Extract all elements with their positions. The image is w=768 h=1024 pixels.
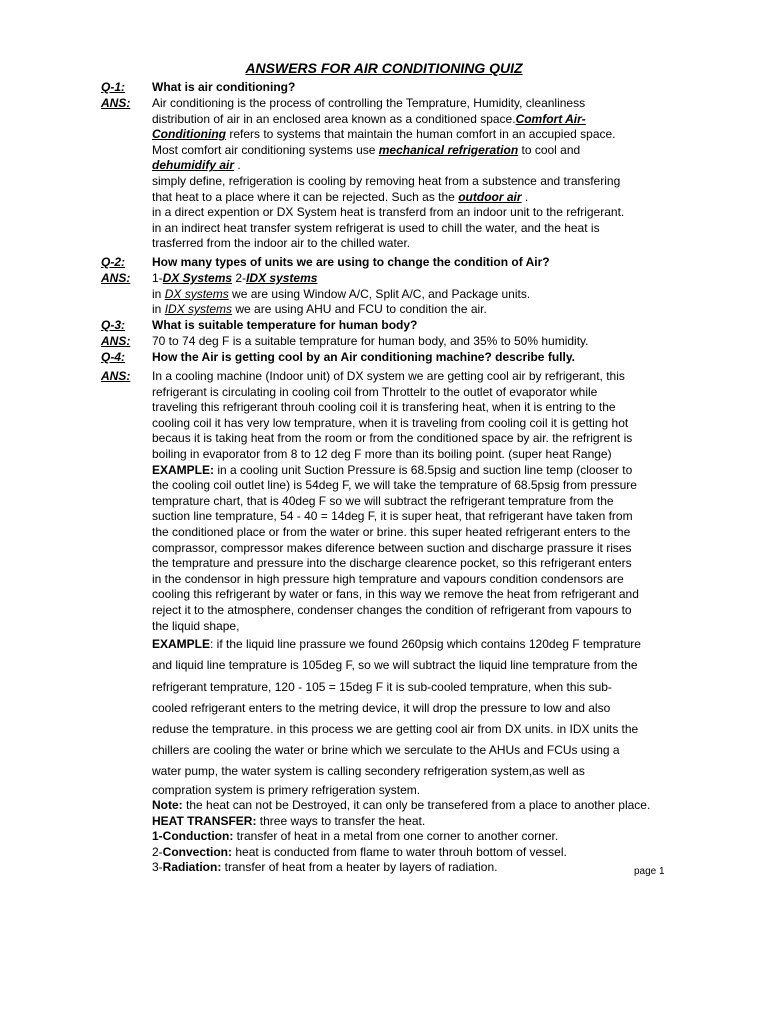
- example-label: EXAMPLE:: [152, 462, 215, 477]
- q4-line: boiling in evaporator from 8 to 12 deg F more than its boiling point. (super heat Range): [152, 446, 612, 461]
- q2-text: in: [152, 302, 165, 317]
- q4-line: the conditioned place or from the water or brine. this super heated refrigerant enters to the: [152, 524, 631, 539]
- q4-text: : if the liquid line prassure we found 260psig which contains 120deg F temprature: [210, 637, 641, 652]
- q4-line: [152, 798, 672, 814]
- q1-answer: [152, 96, 672, 252]
- q4-line: in the condensor in high pressure high temprature and vapours condition condensors are: [152, 571, 624, 586]
- q4-line: cooling coil it has very low temprature, when it is traveling from cooling coil it is getting hot: [152, 415, 629, 430]
- q4-line: water pump, the water system is calling secondery refrigeration system,as well as: [152, 764, 585, 779]
- q1-text: .: [521, 189, 529, 204]
- q4-label: Q-4:: [101, 350, 125, 364]
- q1-line: Air conditioning is the process of controlling the Temprature, Humidity, cleanliness: [152, 96, 586, 110]
- q1-text: to cool and: [518, 142, 581, 157]
- q4-text: three ways to transfer the heat.: [256, 813, 426, 828]
- q2-text: 1-: [152, 271, 163, 285]
- page-number: page 1: [634, 866, 665, 877]
- q1-text: distribution of air in an enclosed area known as a conditioned space.: [152, 111, 516, 126]
- term-idx-systems: IDX systems: [164, 302, 233, 317]
- q4-line: [152, 814, 672, 830]
- term-dx-systems: DX Systems: [162, 271, 233, 285]
- term-dehumidify-air: dehumidify air: [152, 158, 235, 173]
- q1-text: that heat to a place where it can be rejected. Such as the: [152, 189, 459, 204]
- q2-answer: [152, 271, 672, 318]
- q2-line: [152, 271, 672, 287]
- q4-line: [152, 634, 672, 655]
- example-label: EXAMPLE: [152, 637, 211, 652]
- term-comfort-air: Comfort Air-: [515, 111, 586, 126]
- q4-line: refrigerant temprature, 120 - 105 = 15deg F it is sub-cooled temprature, when this sub-: [152, 679, 612, 694]
- q1-ans-label: ANS:: [101, 96, 131, 110]
- q2-line: [152, 287, 672, 303]
- note-label: Note:: [152, 798, 183, 813]
- q1-text: refers to systems that maintain the human comfort in an accupied space.: [225, 127, 616, 142]
- q4-text: in a cooling unit Suction Pressure is 68.5psig and suction line temp (clooser to: [214, 462, 633, 477]
- q4-line: and liquid line temprature is 105deg F, so we will subtract the liquid line temprature from the: [152, 658, 638, 673]
- q1-text: .: [234, 158, 241, 173]
- document-title: ANSWERS FOR AIR CONDITIONING QUIZ: [245, 60, 523, 76]
- q4-line: cooled refrigerant enters to the metring device, it will drop the pressure to low and also: [152, 700, 611, 715]
- q4-line: [152, 829, 672, 845]
- q3-label: Q-3:: [101, 318, 125, 332]
- q1-line: in a direct expention or DX System heat is transferd from an indoor unit to the refrigerant.: [152, 205, 625, 220]
- q1-line: [152, 190, 672, 206]
- q4-text: transfer of heat in a metal from one corner to another corner.: [233, 829, 559, 844]
- q4-question: How the Air is getting cool by an Air conditioning machine? describe fully.: [152, 350, 575, 364]
- q2-ans-label: ANS:: [101, 271, 131, 285]
- term-mechanical-refrigeration: mechanical refrigeration: [378, 142, 519, 157]
- q4-line: reject it to the atmosphere, condenser changes the condition of refrigerant from vapours to: [152, 602, 632, 617]
- q1-line: simply define, refrigeration is cooling by removing heat from a substence and transfering: [152, 173, 621, 188]
- q2-text: we are using AHU and FCU to condition the air.: [232, 302, 487, 317]
- q4-line: becaus it is taking heat from the room or from the conditioned space by air. the refrigrent is: [152, 431, 633, 446]
- q2-text: 2-: [232, 271, 247, 285]
- q4-line: traveling this refrigerant throuh cooling coil it is transfering heat, when it is entring to the: [152, 400, 616, 415]
- q4-line: [152, 845, 672, 861]
- q4-line: [152, 463, 672, 479]
- q1-question: What is air conditioning?: [152, 80, 296, 94]
- q4-ans-label: ANS:: [101, 369, 131, 383]
- q1-label: Q-1:: [101, 80, 125, 94]
- q4-text: 3-: [152, 860, 163, 875]
- q4-text: transfer of heat from a heater by layers of radiation.: [221, 860, 498, 875]
- q1-line: in an indirect heat transfer system refrigerat is used to chill the water, and the heat is: [152, 220, 600, 235]
- q4-line: suction line temprature, 54 - 40 = 14deg F, it is super heat, that refrigerant have taken from: [152, 509, 633, 524]
- convection-label: Convection:: [162, 844, 233, 859]
- q4-text: heat is conducted from flame to water throuh bottom of vessel.: [232, 844, 567, 859]
- term-dx-systems: DX systems: [164, 286, 229, 301]
- term-idx-systems: IDX systems: [246, 271, 318, 285]
- q4-text: 2-: [152, 844, 163, 859]
- q4-line: the cooling coil outlet line) is 54deg F, we will take the temprature of 68.5psig from pressure: [152, 478, 637, 493]
- q2-line: [152, 302, 672, 318]
- q1-line: [152, 112, 672, 128]
- q4-line: refrigerant is circulating in cooling coil from Throttelr to the outlet of evaporator while: [152, 384, 598, 399]
- term-outdoor-air: outdoor air: [458, 189, 522, 204]
- q1-line: [152, 143, 672, 159]
- q4-line: temprature chart, that is 40deg F so we will subtract the refrigerant temprature from the: [152, 493, 614, 508]
- heat-transfer-label: HEAT TRANSFER:: [152, 813, 257, 828]
- q2-label: Q-2:: [101, 255, 125, 269]
- q4-line: reduse the temprature. in this process we are getting cool air from DX units. in IDX units the: [152, 721, 639, 736]
- term-conditioning: Conditioning: [152, 127, 226, 142]
- q4-line: [152, 860, 672, 876]
- q4-answer: [152, 369, 672, 876]
- q3-ans-label: ANS:: [101, 334, 131, 348]
- q1-line: [152, 158, 672, 174]
- q4-line: compration system is primery refrigeration system.: [152, 782, 421, 797]
- radiation-label: Radiation:: [162, 860, 222, 875]
- q4-line: cooling this refrigerant by water or fans, in this way we remove the heat from refrigerant and: [152, 587, 639, 602]
- q2-text: in: [152, 286, 165, 301]
- q2-question: How many types of units we are using to change the condition of Air?: [152, 255, 550, 269]
- q4-line: comprassor, compressor makes diference between suction and discharge prassure it rises: [152, 540, 632, 555]
- q4-line: In a cooling machine (Indoor unit) of DX system we are getting cool air by refrigerant, this: [152, 369, 625, 383]
- q4-line: the temprature and pressure into the discharge clearence pocket, so this refrigerant enters: [152, 556, 632, 571]
- q4-text: the heat can not be Destroyed, it can only be transefered from a place to another place.: [182, 798, 651, 813]
- q4-line: the liquid shape,: [152, 618, 240, 633]
- q1-line: trasferred from the indoor air to the chilled water.: [152, 236, 411, 251]
- q4-line: chillers are cooling the water or brine which we serculate to the AHUs and FCUs using a: [152, 743, 620, 758]
- q3-question: What is suitable temperature for human body?: [152, 318, 418, 332]
- q1-text: Most comfort air conditioning systems use: [152, 142, 379, 157]
- q3-answer: 70 to 74 deg F is a suitable temprature for human body, and 35% to 50% humidity.: [152, 334, 589, 348]
- q2-text: we are using Window A/C, Split A/C, and Package units.: [228, 286, 531, 301]
- conduction-label: 1-Conduction:: [152, 829, 234, 844]
- q1-line: [152, 127, 672, 143]
